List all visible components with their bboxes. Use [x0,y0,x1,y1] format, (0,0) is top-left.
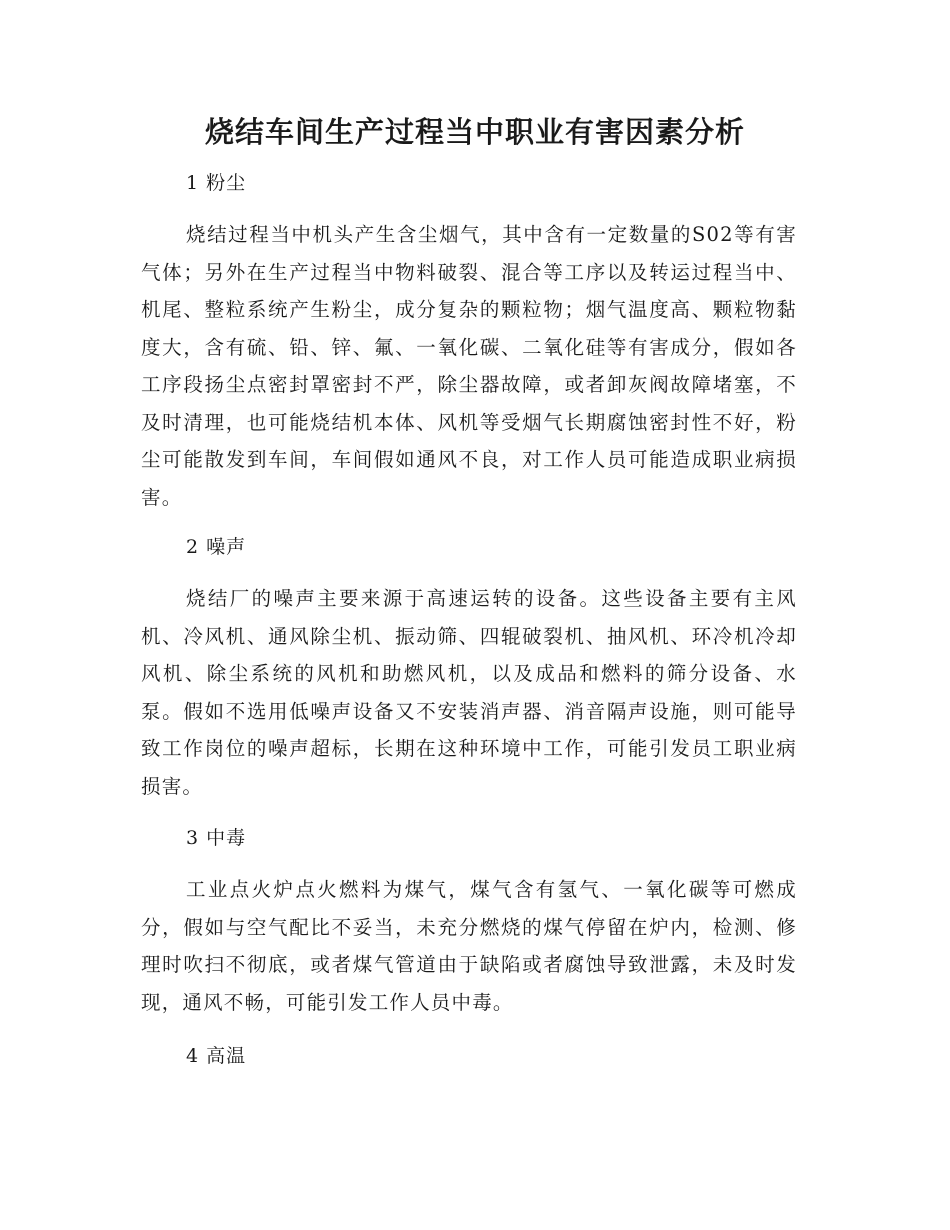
section-body-dust: 烧结过程当中机头产生含尘烟气，其中含有一定数量的S02等有害气体；另外在生产过程当中物料破裂、混合等工序以及转运过程当中、机尾、整粒系统产生粉尘，成分复杂的颗粒物；烟气温度高、颗粒物黏度大，含有硫、铅、锌、氟、一氧化碳、二氧化硅等有害成分，假如各工序段扬尘点密封罩密封不严，除尘器故障，或者卸灰阀故障堵塞，不及时清理，也可能烧结机本体、风机等受烟气长期腐蚀密封性不好，粉尘可能散发到车间，车间假如通风不良，对工作人员可能造成职业病损害。 [141,223,797,509]
section-body-poisoning: 工业点火炉点火燃料为煤气，煤气含有氢气、一氧化碳等可燃成分，假如与空气配比不妥当，未充分燃烧的煤气停留在炉内，检测、修理时吹扫不彻底，或者煤气管道由于缺陷或者腐蚀导致泄露，未及时发现，通风不畅，可能引发工作人员中毒。 [141,878,797,1014]
section-heading-high-temperature: 4 高温 [186,1045,247,1067]
section-body-noise: 烧结厂的噪声主要来源于高速运转的设备。这些设备主要有主风机、冷风机、通风除尘机、振动筛、四辊破裂机、抽风机、环冷机冷却风机、除尘系统的风机和助燃风机，以及成品和燃料的筛分设备、水泵。假如不选用低噪声设备又不安装消声器、消音隔声设施，则可能导致工作岗位的噪声超标，长期在这种环境中工作，可能引发员工职业病损害。 [141,587,797,798]
document-title: 烧结车间生产过程当中职业有害因素分析 [204,115,745,149]
section-heading-poisoning: 3 中毒 [186,827,247,849]
section-heading-noise: 2 噪声 [186,536,247,558]
section-heading-dust: 1 粉尘 [186,172,247,194]
